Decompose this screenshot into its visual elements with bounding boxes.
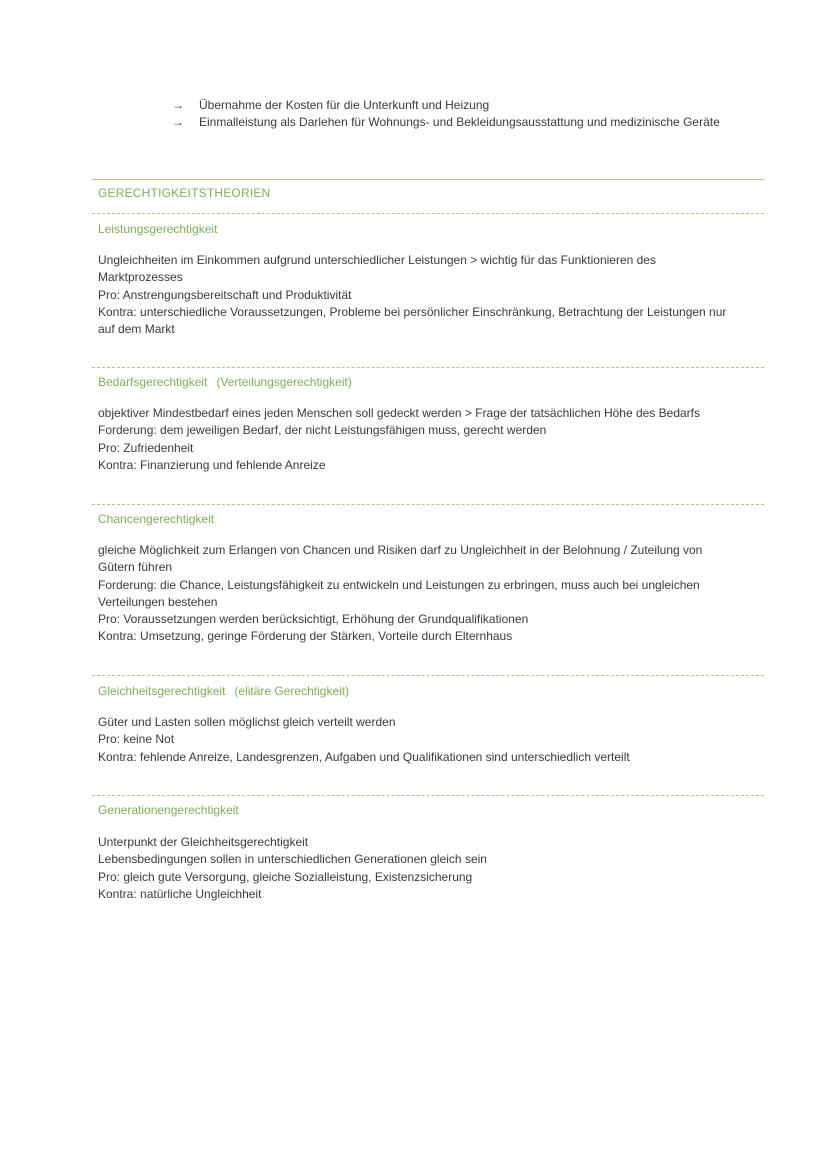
section-heading-text: Gleichheitsgerechtigkeit <box>98 684 226 698</box>
body-line: Unterpunkt der Gleichheitsgerechtigkeit <box>98 835 309 849</box>
section-body-generationengerechtigkeit <box>98 834 738 903</box>
section-divider <box>92 213 764 214</box>
section-heading-paren: (Verteilungsgerechtigkeit) <box>216 375 352 389</box>
section-body-bedarfsgerechtigkeit <box>98 405 738 474</box>
section-heading-paren: (elitäre Gerechtigkeit) <box>234 684 350 698</box>
body-line: Lebensbedingungen sollen in unterschiedlichen Generationen gleich sein <box>98 852 487 867</box>
body-line: Kontra: unterschiedliche Voraussetzungen, Probleme bei persönlicher Einschränkung, Betrachtung der Leistungen nur auf dem Markt <box>98 304 727 337</box>
section-heading-bedarfsgerechtigkeit <box>98 375 352 389</box>
section-body-chancengerechtigkeit <box>98 542 738 646</box>
body-line: Pro: Anstrengungsbereitschaft und Produktivität <box>98 287 352 302</box>
arrow-list-item <box>172 97 732 114</box>
section-divider <box>92 795 764 796</box>
body-line: Forderung: die Chance, Leistungsfähigkeit zu entwickeln und Leistungen zu erbringen, muss auch bei ungleichen Verteilungen bestehen <box>98 577 700 609</box>
arrow-right-icon: → <box>172 115 184 129</box>
body-line: Güter und Lasten sollen möglichst gleich verteilt werden <box>98 715 396 729</box>
arrow-list-item-text: Übernahme der Kosten für die Unterkunft und Heizung <box>199 98 490 112</box>
body-line: Pro: keine Not <box>98 732 175 747</box>
section-heading-leistungsgerechtigkeit <box>98 222 217 236</box>
section-heading-text: Generationengerechtigkeit <box>98 803 239 817</box>
body-line: gleiche Möglichkeit zum Erlangen von Chancen und Risiken darf zu Ungleichheit in der Belohnung / Zuteilung von Gütern führen <box>98 543 703 575</box>
section-body-gleichheitsgerechtigkeit <box>98 714 738 766</box>
body-line: Pro: Voraussetzungen werden berücksichtigt, Erhöhung der Grundqualifikationen <box>98 612 529 627</box>
page-title: GERECHTIGKEITSTHEORIEN <box>98 186 271 200</box>
arrow-list-item <box>172 114 732 131</box>
section-heading-gleichheitsgerechtigkeit <box>98 684 349 698</box>
section-body-leistungsgerechtigkeit <box>98 252 738 338</box>
body-line: Kontra: natürliche Ungleichheit <box>98 886 262 901</box>
body-line: Ungleichheiten im Einkommen aufgrund unterschiedlicher Leistungen > wichtig für das Funktionieren des Marktprozesses <box>98 253 656 285</box>
body-line: Pro: gleich gute Versorgung, gleiche Sozialleistung, Existenzsicherung <box>98 869 473 884</box>
section-heading-chancengerechtigkeit <box>98 512 214 526</box>
body-line: Forderung: dem jeweiligen Bedarf, der nicht Leistungsfähigen muss, gerecht werden <box>98 423 547 438</box>
intro-arrow-list <box>172 97 732 131</box>
section-divider <box>92 367 764 368</box>
section-divider <box>92 504 764 505</box>
title-divider <box>92 179 764 180</box>
arrow-list-item-text: Einmalleistung als Darlehen für Wohnungs- und Bekleidungsausstattung und medizinische Geräte <box>199 115 720 129</box>
section-heading-generationengerechtigkeit <box>98 803 239 817</box>
section-divider <box>92 675 764 676</box>
section-heading-text: Leistungsgerechtigkeit <box>98 222 218 236</box>
body-line: Pro: Zufriedenheit <box>98 440 194 455</box>
section-heading-text: Bedarfsgerechtigkeit <box>98 375 208 389</box>
body-line: objektiver Mindestbedarf eines jeden Menschen soll gedeckt werden > Frage der tatsächlichen Höhe des Bedarfs <box>98 406 701 420</box>
body-line: Kontra: fehlende Anreize, Landesgrenzen, Aufgaben und Qualifikationen sind unterschiedlich verteilt <box>98 749 630 764</box>
arrow-right-icon: → <box>172 98 184 112</box>
section-heading-text: Chancengerechtigkeit <box>98 512 215 526</box>
body-line: Kontra: Umsetzung, geringe Förderung der Stärken, Vorteile durch Elternhaus <box>98 629 513 644</box>
body-line: Kontra: Finanzierung und fehlende Anreize <box>98 457 326 472</box>
